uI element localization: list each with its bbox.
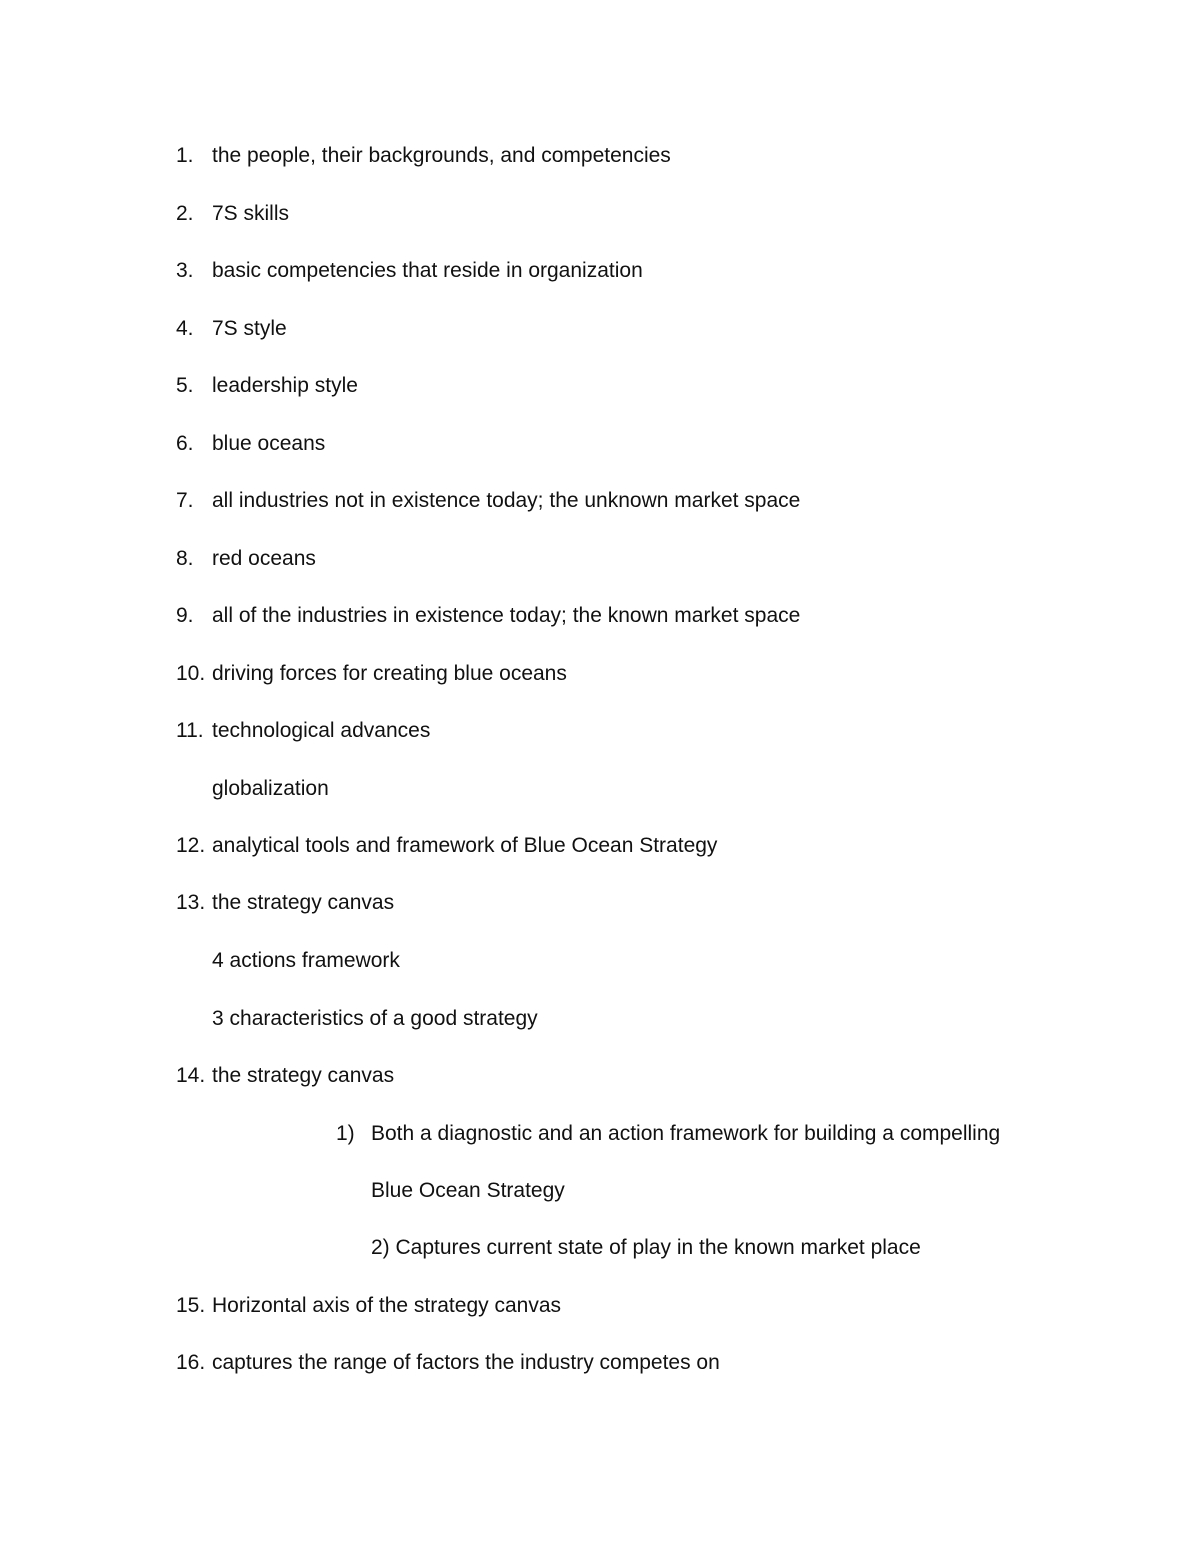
item-number: 9.	[176, 604, 194, 627]
item-text: basic competencies that reside in organization	[212, 259, 643, 282]
item-number: 14.	[176, 1064, 206, 1087]
item-text: globalization	[212, 777, 329, 800]
item-number: 10.	[176, 662, 206, 685]
item-number: 16.	[176, 1351, 206, 1374]
item-number: 6.	[176, 432, 194, 455]
item-number: 3.	[176, 259, 194, 282]
sub-item-text: 2) Captures current state of play in the known market place	[371, 1236, 921, 1259]
sub-item-text: Both a diagnostic and an action framework for building a compelling	[371, 1122, 1001, 1145]
item-number: 5.	[176, 374, 194, 397]
item-text: Horizontal axis of the strategy canvas	[212, 1294, 562, 1317]
item-text: all of the industries in existence today; the known market space	[212, 604, 801, 627]
item-number: 15.	[176, 1294, 206, 1317]
item-text: the strategy canvas	[212, 1064, 395, 1087]
item-text: 4 actions framework	[212, 949, 400, 972]
item-text: captures the range of factors the industry competes on	[212, 1351, 720, 1374]
item-number: 13.	[176, 891, 206, 914]
item-text: red oceans	[212, 547, 316, 570]
sub-item-number: 1)	[336, 1122, 355, 1145]
item-text: blue oceans	[212, 432, 326, 455]
item-number: 7.	[176, 489, 194, 512]
item-number: 8.	[176, 547, 194, 570]
item-text: 3 characteristics of a good strategy	[212, 1007, 538, 1030]
item-text: analytical tools and framework of Blue Ocean Strategy	[212, 834, 718, 857]
item-text: 7S style	[212, 317, 287, 340]
item-number: 4.	[176, 317, 194, 340]
item-text: driving forces for creating blue oceans	[212, 662, 567, 685]
item-text: the strategy canvas	[212, 891, 395, 914]
item-number: 2.	[176, 202, 194, 225]
item-text: technological advances	[212, 719, 431, 742]
item-number: 1.	[176, 144, 194, 167]
item-text: 7S skills	[212, 202, 290, 225]
item-number: 11.	[176, 719, 204, 742]
item-text: leadership style	[212, 374, 358, 397]
item-text: all industries not in existence today; the unknown market space	[212, 489, 801, 512]
item-text: the people, their backgrounds, and competencies	[212, 144, 671, 167]
item-number: 12.	[176, 834, 206, 857]
sub-item-text: Blue Ocean Strategy	[371, 1179, 565, 1202]
